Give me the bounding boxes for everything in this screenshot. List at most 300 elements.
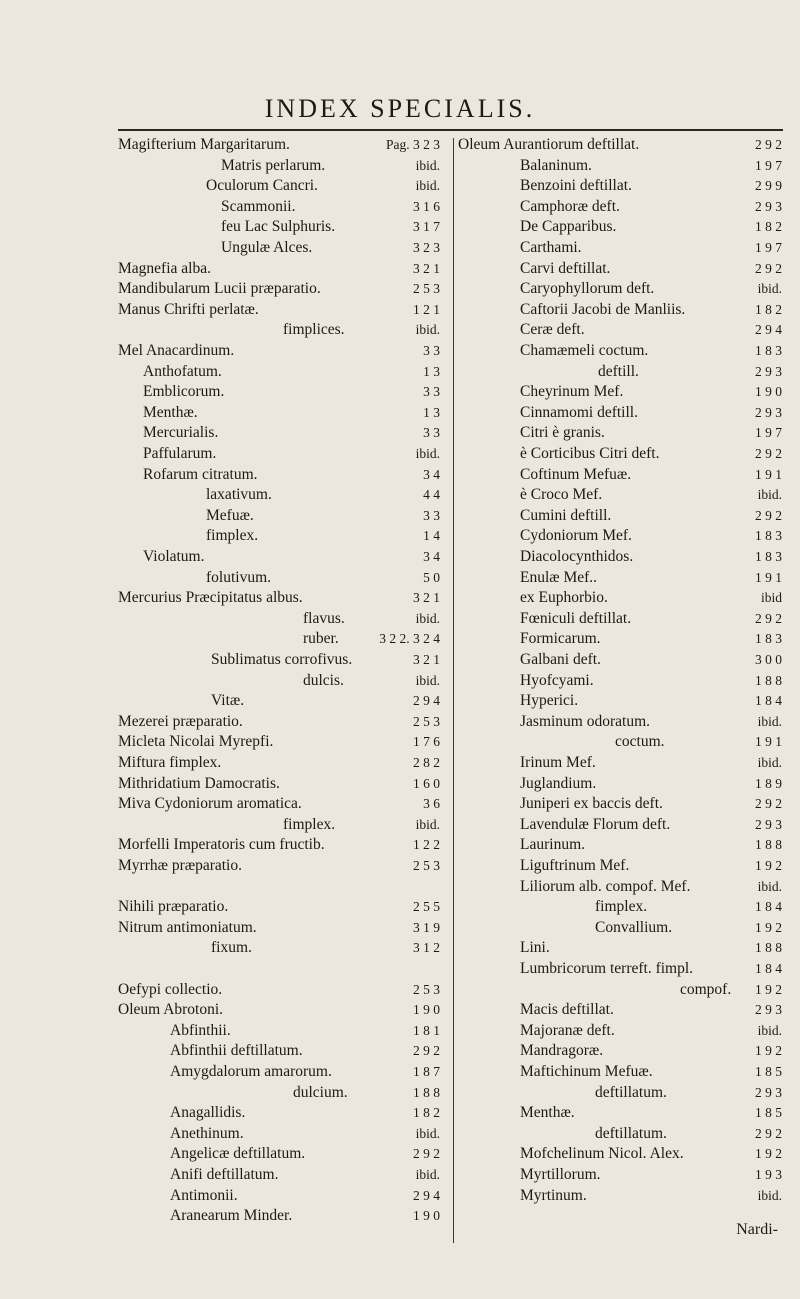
entry-term: Juniperi ex baccis deft. — [520, 795, 663, 813]
entry-term: Vitæ. — [211, 692, 245, 710]
entry-term: Mercurius Præcipitatus albus. — [118, 589, 303, 607]
index-entry — [520, 628, 782, 650]
index-entry — [118, 793, 440, 815]
index-entry — [118, 340, 440, 362]
entry-page-ref: ibid. — [415, 446, 440, 461]
index-entry — [520, 278, 782, 300]
entry-term: Maftichinum Mefuæ. — [520, 1063, 653, 1080]
entry-page-ref: 1 8 2 — [755, 219, 782, 235]
entry-term: dulcium. — [293, 1083, 348, 1101]
entry-term: deftillatum. — [595, 1083, 667, 1101]
entry-page-ref: 3 1 7 — [413, 219, 440, 235]
index-entry — [118, 278, 440, 300]
entry-term: Diacolocynthidos. — [520, 548, 634, 565]
entry-page-ref: 2 9 2 — [755, 260, 782, 276]
index-entry — [520, 999, 782, 1021]
entry-term: Cumini deftill. — [520, 506, 612, 524]
entry-term: flavus. — [303, 609, 345, 627]
entry-term: Oefypi collectio. — [118, 980, 223, 998]
entry-page-ref: 2 5 3 — [413, 281, 440, 297]
index-entry — [520, 484, 782, 506]
index-entry — [118, 999, 440, 1021]
entry-page-ref: 1 9 7 — [755, 425, 782, 441]
entry-term: Formicarum. — [520, 630, 601, 648]
entry-term: Myrtillorum. — [520, 1166, 601, 1183]
entry-term: Hyperici. — [520, 692, 579, 710]
entry-page-ref: 2 9 2 — [755, 610, 782, 626]
entry-page-ref: ibid. — [757, 281, 782, 297]
entry-page-ref: ibid. — [757, 755, 782, 770]
entry-page-ref: 1 9 7 — [755, 157, 782, 173]
index-entry — [520, 711, 782, 733]
entry-page-ref: ibid. — [757, 1187, 782, 1203]
entry-page-ref: 1 8 2 — [755, 301, 782, 317]
index-entry — [520, 814, 782, 836]
entry-page-ref: 1 8 3 — [755, 343, 782, 358]
entry-term: Mandibularum Lucii præparatio. — [118, 280, 321, 298]
entry-term: Amygdalorum amarorum. — [170, 1063, 332, 1080]
index-entry — [520, 937, 782, 959]
index-entry — [520, 608, 782, 630]
entry-term: Cheyrinum Mef. — [520, 383, 624, 401]
entry-page-ref: 2 9 3 — [755, 1002, 782, 1018]
entry-page-ref: 2 9 2 — [755, 796, 782, 812]
entry-page-ref: ibid. — [415, 610, 440, 626]
index-entry — [520, 690, 782, 712]
index-entry — [118, 690, 440, 712]
index-entry — [520, 979, 782, 1001]
index-entry — [520, 876, 782, 898]
index-entry — [520, 567, 782, 589]
entry-page-ref: 2 9 3 — [755, 198, 782, 214]
entry-term: Mofchelinum Nicol. Alex. — [520, 1145, 684, 1163]
entry-page-ref: 3 2 1 — [413, 652, 440, 667]
entry-page-ref: 1 8 1 — [413, 1022, 440, 1038]
entry-term: Mefuæ. — [206, 506, 254, 524]
index-entry — [520, 319, 782, 341]
entry-page-ref: 3 2 1 — [413, 260, 440, 276]
entry-page-ref: 2 9 4 — [413, 1187, 440, 1203]
entry-term: è Corticibus Citri deft. — [520, 445, 660, 462]
index-entry — [118, 1185, 440, 1207]
entry-term: deftillatum. — [595, 1124, 667, 1142]
entry-term: Balaninum. — [520, 156, 592, 174]
page-title: INDEX SPECIALIS. — [264, 94, 536, 123]
entry-term: Morfelli Imperatoris cum fructib. — [118, 836, 325, 854]
entry-term: fixum. — [211, 939, 252, 957]
entry-page-ref: 1 8 8 — [413, 1084, 440, 1100]
entry-page-ref: 1 9 2 — [755, 919, 782, 935]
entry-page-ref: 1 9 2 — [755, 1146, 782, 1162]
entry-page-ref: ibid. — [415, 322, 440, 338]
entry-term: De Capparibus. — [520, 218, 617, 236]
index-entry — [118, 814, 440, 836]
entry-term: Menthæ. — [520, 1104, 575, 1122]
entry-page-ref: ibid. — [415, 157, 440, 173]
entry-term: Lumbricorum terreft. fimpl. — [520, 960, 694, 977]
entry-page-ref: 1 7 6 — [413, 734, 440, 750]
entry-term: Oleum Abrotoni. — [118, 1001, 224, 1019]
entry-term: Coftinum Mefuæ. — [520, 465, 632, 483]
entry-term: Enulæ Mef.. — [520, 568, 598, 586]
index-entry — [118, 896, 440, 918]
entry-term: Anifi deftillatum. — [170, 1166, 279, 1183]
index-entry — [118, 649, 440, 671]
entry-page-ref: 3 3 — [423, 425, 440, 441]
column-divider — [453, 138, 454, 1243]
index-entry — [118, 855, 440, 877]
index-entry — [118, 608, 440, 630]
index-entry — [520, 381, 782, 403]
entry-page-ref: 2 9 3 — [755, 404, 782, 420]
index-entry — [520, 422, 782, 444]
entry-page-ref: 2 5 5 — [413, 899, 440, 915]
entry-term: fimplex. — [206, 527, 259, 545]
entry-term: fimplex. — [595, 898, 648, 916]
entry-page-ref: 2 9 3 — [755, 816, 782, 832]
index-entry — [118, 1164, 440, 1186]
entry-page-ref: 3 2 2. 3 2 4 — [379, 631, 440, 647]
entry-page-ref: 1 2 1 — [413, 301, 440, 317]
index-entry — [118, 216, 440, 238]
entry-term: Mithridatium Damocratis. — [118, 774, 280, 792]
index-entry — [118, 731, 440, 753]
entry-page-ref: 3 1 2 — [413, 940, 440, 956]
index-entry — [520, 216, 782, 238]
entry-term: fimplices. — [283, 321, 345, 339]
index-entry — [520, 670, 782, 692]
entry-page-ref: 1 8 4 — [755, 899, 782, 915]
index-entry — [118, 628, 440, 650]
entry-term: è Croco Mef. — [520, 486, 603, 504]
index-entry — [118, 834, 440, 856]
entry-term: Macis deftillat. — [520, 1001, 614, 1019]
entry-term: dulcis. — [303, 671, 344, 689]
index-entry — [520, 731, 782, 753]
entry-term: Antimonii. — [170, 1186, 238, 1204]
index-entry — [118, 958, 440, 980]
index-entry — [118, 525, 440, 547]
index-entry — [520, 546, 782, 568]
entry-term: Benzoini deftillat. — [520, 177, 632, 195]
entry-page-ref: 5 0 — [423, 569, 440, 585]
entry-term: Nitrum antimoniatum. — [118, 918, 257, 936]
entry-term: Jasminum odoratum. — [520, 712, 651, 730]
entry-term: Hyofcyami. — [520, 671, 594, 689]
entry-term: Manus Chrifti perlatæ. — [118, 300, 259, 318]
entry-page-ref: 3 3 — [423, 507, 440, 523]
entry-page-ref: 1 8 8 — [755, 672, 782, 688]
entry-page-ref: Pag. 3 2 3 — [386, 137, 440, 152]
index-entry — [520, 834, 782, 856]
catchword: Nardi- — [736, 1221, 778, 1238]
entry-term: Cydoniorum Mef. — [520, 527, 632, 545]
entry-page-ref: 3 2 1 — [413, 590, 440, 606]
entry-term: Mercurialis. — [143, 424, 219, 442]
entry-page-ref: 2 9 4 — [413, 693, 440, 709]
entry-page-ref: 1 9 0 — [413, 1208, 440, 1224]
index-entry — [118, 299, 440, 321]
index-entry — [118, 1123, 440, 1145]
index-entry — [118, 670, 440, 692]
entry-term: Abfinthii deftillatum. — [170, 1042, 303, 1060]
entry-page-ref: 2 9 2 — [413, 1043, 440, 1059]
entry-page-ref: 1 8 5 — [755, 1105, 782, 1121]
header-rule — [118, 129, 783, 131]
entry-page-ref: 2 9 2 — [755, 446, 782, 461]
index-entry — [520, 237, 782, 259]
index-entry — [520, 258, 782, 280]
entry-term: Scammonii. — [221, 197, 296, 215]
entry-page-ref: ibid. — [415, 178, 440, 194]
index-entry — [520, 752, 782, 774]
entry-page-ref: 1 8 8 — [755, 837, 782, 853]
index-entry — [520, 1185, 782, 1207]
index-entry — [520, 793, 782, 815]
entry-page-ref: 3 1 6 — [413, 198, 440, 214]
entry-page-ref: 2 5 3 — [413, 713, 440, 729]
entry-term: Lini. — [520, 939, 550, 957]
index-entry — [520, 649, 782, 671]
index-entry — [118, 587, 440, 609]
entry-page-ref: 3 2 3 — [413, 240, 440, 255]
entry-term: Anethinum. — [170, 1124, 244, 1142]
entry-page-ref: 1 8 3 — [755, 631, 782, 647]
entry-term: Mezerei præparatio. — [118, 712, 243, 730]
entry-page-ref: 1 9 1 — [755, 569, 782, 585]
entry-page-ref: 3 3 — [423, 384, 440, 400]
entry-page-ref: 2 9 2 — [755, 137, 782, 152]
entry-term: Aranearum Minder. — [170, 1207, 293, 1225]
entry-term: Nihili præparatio. — [118, 898, 229, 916]
entry-page-ref: ibid. — [757, 878, 782, 894]
entry-term: Citri è granis. — [520, 424, 605, 442]
entry-page-ref: 1 9 2 — [755, 858, 782, 873]
index-entry — [118, 546, 440, 568]
entry-term: Matris perlarum. — [221, 156, 326, 174]
entry-term: Liliorum alb. compof. Mef. — [520, 877, 691, 895]
entry-term: Magifterium Margaritarum. — [118, 136, 290, 153]
index-entry — [118, 464, 440, 486]
index-entry — [118, 1020, 440, 1042]
entry-term: Myrtinum. — [520, 1186, 587, 1204]
index-entry — [118, 381, 440, 403]
entry-term: Oleum Aurantiorum deftillat. — [458, 136, 640, 153]
index-entry — [118, 422, 440, 444]
index-entry — [118, 484, 440, 506]
entry-page-ref: ibid. — [415, 816, 440, 832]
entry-term: Anthofatum. — [143, 362, 222, 380]
entry-page-ref: 1 8 3 — [755, 549, 782, 564]
entry-page-ref: ibid. — [757, 713, 782, 729]
index-entry — [118, 237, 440, 259]
entry-term: Miftura fimplex. — [118, 754, 222, 771]
entry-page-ref: 2 9 2 — [755, 507, 782, 523]
entry-term: Chamæmeli coctum. — [520, 342, 649, 359]
entry-page-ref: 1 9 0 — [755, 384, 782, 400]
entry-term: Anagallidis. — [170, 1104, 246, 1122]
entry-term: Carvi deftillat. — [520, 259, 611, 277]
index-entry — [118, 876, 440, 898]
entry-term: Sublimatus corrofivus. — [211, 651, 353, 668]
entry-term: Violatum. — [143, 548, 205, 565]
entry-term: Lavendulæ Florum deft. — [520, 815, 671, 833]
entry-page-ref: ibid. — [757, 487, 782, 503]
entry-page-ref: 1 6 0 — [413, 775, 440, 791]
entry-page-ref: 2 5 3 — [413, 858, 440, 873]
entry-term: Mel Anacardinum. — [118, 342, 235, 359]
entry-page-ref: 2 9 4 — [755, 322, 782, 338]
entry-term: Caftorii Jacobi de Manliis. — [520, 300, 686, 318]
index-entry — [118, 319, 440, 341]
index-entry — [118, 258, 440, 280]
entry-term: coctum. — [615, 733, 665, 751]
entry-term: compof. — [680, 980, 732, 998]
entry-term: Majoranæ deft. — [520, 1021, 615, 1039]
entry-page-ref: 1 8 3 — [755, 528, 782, 544]
entry-term: Liguftrinum Mef. — [520, 857, 630, 874]
entry-term: Galbani deft. — [520, 651, 601, 668]
entry-page-ref: 1 3 — [423, 404, 440, 420]
entry-term: Carthami. — [520, 239, 582, 256]
entry-term: Convallium. — [595, 918, 673, 936]
entry-page-ref: ibid. — [757, 1022, 782, 1038]
entry-term: Angelicæ deftillatum. — [170, 1145, 306, 1163]
index-entry — [118, 979, 440, 1001]
index-entry — [118, 773, 440, 795]
index-entry — [118, 567, 440, 589]
index-entry — [118, 134, 440, 156]
index-entry — [118, 443, 440, 465]
index-entry — [118, 1102, 440, 1124]
entry-page-ref: 1 8 9 — [755, 775, 782, 791]
entry-page-ref: ibid. — [415, 1125, 440, 1141]
index-entry — [118, 1143, 440, 1165]
index-entry — [520, 1123, 782, 1145]
index-entry — [118, 1061, 440, 1083]
index-entry — [118, 1082, 440, 1104]
entry-term: Laurinum. — [520, 836, 585, 854]
index-entry — [520, 505, 782, 527]
index-entry — [520, 175, 782, 197]
index-entry — [520, 855, 782, 877]
entry-page-ref: 3 3 — [423, 343, 440, 358]
entry-term: Myrrhæ præparatio. — [118, 857, 242, 874]
entry-term: Paffularum. — [143, 445, 217, 462]
entry-term: Ceræ deft. — [520, 321, 585, 339]
entry-term: folutivum. — [206, 568, 272, 586]
entry-page-ref: 3 1 9 — [413, 919, 440, 935]
entry-page-ref: 1 8 7 — [413, 1064, 440, 1079]
entry-term: Abfinthii. — [170, 1021, 231, 1039]
entry-page-ref: 1 8 4 — [755, 693, 782, 709]
index-entry — [118, 155, 440, 177]
entry-term: Mandragoræ. — [520, 1042, 604, 1060]
entry-page-ref: ibid. — [415, 672, 440, 688]
index-entry — [520, 299, 782, 321]
index-entry — [520, 525, 782, 547]
entry-term: Camphoræ deft. — [520, 197, 620, 215]
entry-term: Emblicorum. — [143, 383, 225, 401]
index-entry — [118, 711, 440, 733]
entry-page-ref: 1 9 2 — [755, 1043, 782, 1059]
entry-term: Magnefia alba. — [118, 259, 211, 277]
entry-term: laxativum. — [206, 486, 272, 504]
index-entry — [118, 917, 440, 939]
entry-term: feu Lac Sulphuris. — [221, 218, 336, 236]
entry-page-ref: 2 9 9 — [755, 178, 782, 194]
entry-term: Oculorum Cancri. — [206, 177, 318, 195]
entry-page-ref: 3 6 — [423, 796, 440, 812]
index-entry — [458, 134, 782, 156]
entry-page-ref: 4 4 — [423, 487, 440, 503]
index-entry — [520, 1164, 782, 1186]
entry-page-ref: 3 4 — [423, 549, 440, 564]
entry-page-ref: 1 9 1 — [755, 734, 782, 750]
index-entry — [520, 896, 782, 918]
entry-page-ref: 1 8 4 — [755, 961, 782, 976]
index-entry — [520, 155, 782, 177]
index-entry — [118, 402, 440, 424]
entry-page-ref: 1 9 7 — [755, 240, 782, 255]
entry-page-ref: 1 2 2 — [413, 837, 440, 853]
index-entry — [520, 1040, 782, 1062]
entry-page-ref: 1 3 — [423, 363, 440, 379]
entry-page-ref: 1 9 1 — [755, 466, 782, 482]
index-entry — [118, 752, 440, 774]
index-entry — [520, 1082, 782, 1104]
entry-term: Juglandium. — [520, 774, 597, 792]
entry-term: Caryophyllorum deft. — [520, 280, 655, 298]
index-entry — [520, 402, 782, 424]
index-entry — [118, 361, 440, 383]
entry-page-ref: 1 9 2 — [755, 981, 782, 997]
index-entry — [520, 340, 782, 362]
index-entry — [118, 1040, 440, 1062]
entry-page-ref: 1 9 0 — [413, 1002, 440, 1018]
index-entry — [118, 1205, 440, 1227]
index-entry — [520, 958, 782, 980]
entry-term: ruber. — [303, 630, 339, 648]
entry-page-ref: ibid. — [415, 1167, 440, 1182]
entry-term: ex Euphorbio. — [520, 589, 608, 607]
entry-page-ref: 2 9 2 — [413, 1146, 440, 1162]
index-entry — [520, 443, 782, 465]
entry-term: Micleta Nicolai Myrepfi. — [118, 733, 274, 751]
entry-page-ref: 2 9 3 — [755, 1084, 782, 1100]
entry-page-ref: 2 8 2 — [413, 755, 440, 770]
index-entry — [520, 1102, 782, 1124]
entry-term: Menthæ. — [143, 403, 198, 421]
entry-page-ref: 3 4 — [423, 466, 440, 482]
index-entry — [520, 1020, 782, 1042]
index-entry — [520, 773, 782, 795]
entry-term: Ungulæ Alces. — [221, 239, 313, 256]
index-entry — [520, 1061, 782, 1083]
entry-page-ref: 1 8 2 — [413, 1105, 440, 1121]
entry-term: fimplex. — [283, 815, 336, 833]
index-entry — [118, 505, 440, 527]
index-entry — [520, 1143, 782, 1165]
index-entry — [520, 196, 782, 218]
entry-page-ref: 2 9 3 — [755, 363, 782, 379]
index-entry — [118, 937, 440, 959]
entry-term: deftill. — [598, 362, 639, 380]
entry-page-ref: 1 4 — [423, 528, 440, 544]
index-entry — [520, 361, 782, 383]
entry-page-ref: 3 0 0 — [755, 652, 782, 667]
entry-page-ref: ibid — [760, 590, 782, 606]
